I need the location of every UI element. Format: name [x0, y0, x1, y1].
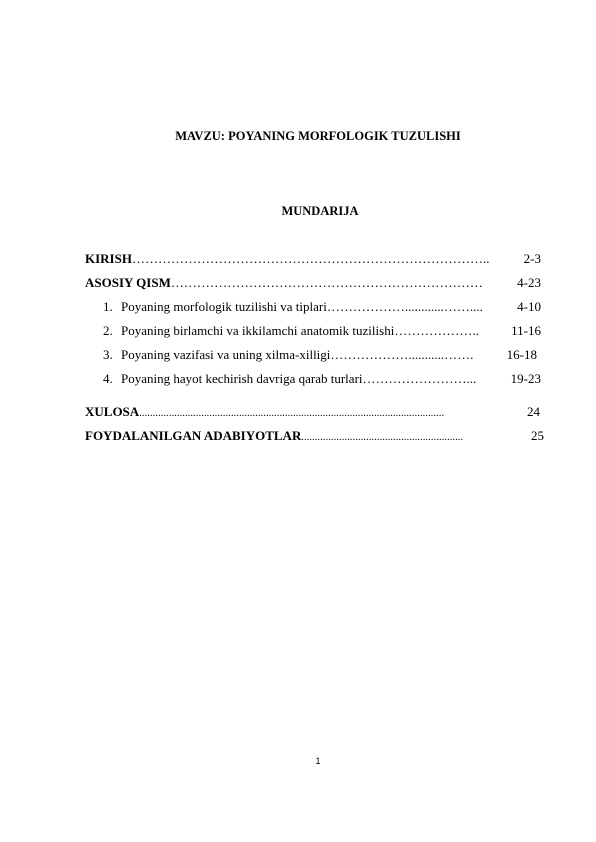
toc-leader: ................................................................................................................. [139, 408, 445, 419]
toc-label: KIRISH [85, 251, 132, 266]
toc-leader: ………………............…….... [326, 299, 483, 314]
toc-page: 24 [527, 404, 540, 419]
topic-title: MAVZU: POYANING MORFOLOGIK TUZULISHI [175, 129, 461, 143]
toc-entry-1 [103, 299, 541, 315]
toc-leader: ……………………………………………………………… [170, 275, 483, 290]
toc-number: 3. [103, 347, 113, 362]
toc-label: Poyaning birlamchi va ikkilamchi anatomik tuzilishi [121, 323, 395, 338]
toc-page: 2-3 [523, 251, 541, 266]
toc-label: Poyaning vazifasi va uning xilma-xilligi [121, 347, 331, 362]
toc-page: 25 [531, 428, 544, 443]
toc-leader: ……………………... [362, 371, 477, 386]
toc-entry-2 [103, 323, 541, 339]
toc-label: Poyaning morfologik tuzilishi va tiplari [121, 299, 327, 314]
toc-label: Poyaning hayot kechirish davriga qarab turlari [121, 371, 363, 386]
toc-page: 4-10 [517, 299, 541, 314]
toc-entry-4 [103, 371, 541, 387]
toc-entry-kirish [85, 251, 541, 267]
toc-leader: ............................................................ [301, 432, 464, 443]
toc-number: 1. [103, 299, 113, 314]
toc-page: 11-16 [511, 323, 541, 338]
toc-entry-adabiyotlar [85, 428, 544, 444]
toc-entry-xulosa [85, 404, 540, 420]
toc-label: ASOSIY QISM [85, 275, 171, 290]
toc-number: 4. [103, 371, 113, 386]
toc-entry-3 [103, 347, 537, 363]
toc-label: FOYDALANILGAN ADABIYOTLAR [85, 428, 302, 443]
toc-entry-asosiy-qism [85, 275, 541, 291]
toc-leader: ……………………………………………………………………….. [131, 251, 490, 266]
toc-page: 4-23 [517, 275, 541, 290]
toc-number: 2. [103, 323, 113, 338]
contents-heading: MUNDARIJA [281, 204, 359, 218]
toc-page: 19-23 [510, 371, 541, 386]
toc-page: 16-18 [506, 347, 537, 362]
toc-label: XULOSA [85, 404, 140, 419]
toc-leader: ………………...........……. [330, 347, 474, 362]
toc-leader: ……………….. [394, 323, 479, 338]
page-number: 1 [315, 756, 321, 766]
